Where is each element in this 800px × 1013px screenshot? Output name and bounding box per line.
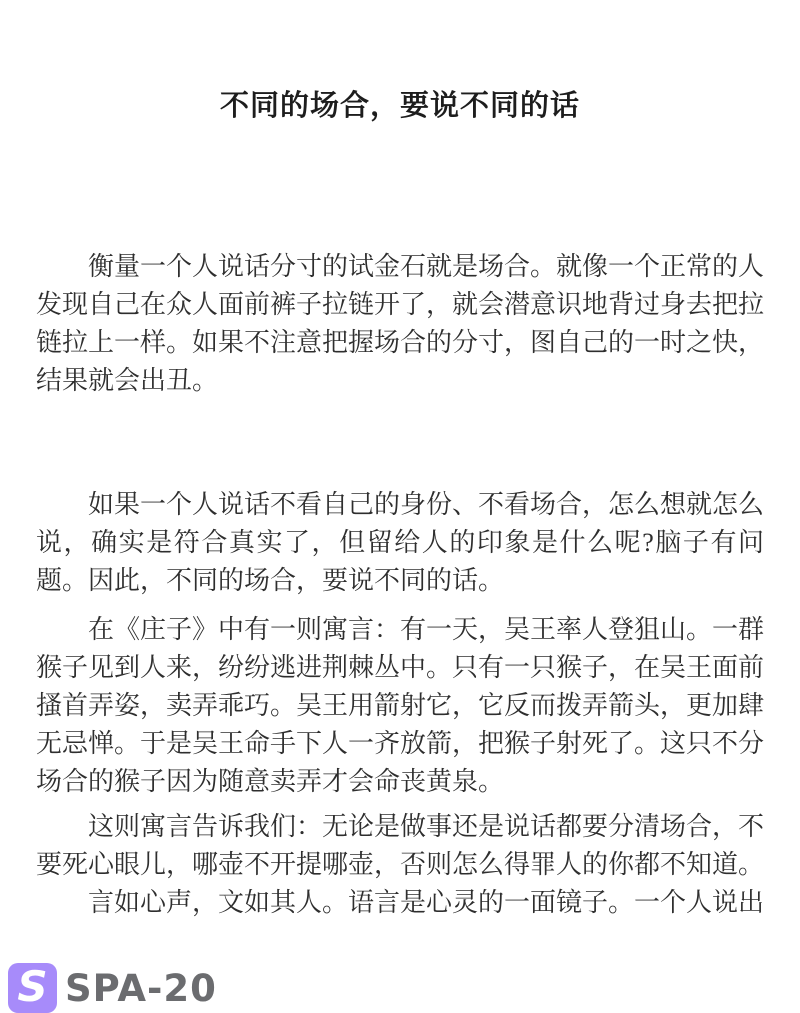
page-title: 不同的场合，要说不同的话 [219,90,580,122]
logo-s-icon: S [8,963,57,1013]
watermark-logo [8,963,217,1013]
paragraph: 如果一个人说话不看自己的身份、不看场合，怎么想就怎么说，确实是符合真实了，但留给人的印象是什么呢?脑子有问题。因此，不同的场合，要说不同的话。 [36,490,765,595]
body-text [0,248,800,922]
paragraph: 这则寓言告诉我们：无论是做事还是说话都要分清场合，不要死心眼儿，哪壶不开提哪壶，否则怎么得罪人的你都不知道。 [36,812,765,879]
paragraph: 在《庄子》中有一则寓言：有一天，吴王率人登狙山。一群猴子见到人来，纷纷逃进荆棘丛中。只有一只猴子，在吴王面前搔首弄姿，卖弄乖巧。吴王用箭射它，它反而拨弄箭头，更加肆无忌惮。于是吴王命手下人一齐放箭，把猴子射死了。这只不分场合的猴子因为随意卖弄才会命丧黄泉。 [36,615,765,796]
paragraph: 言如心声，文如其人。语言是心灵的一面镜子。一个人说出 [88,888,765,917]
watermark-label: SPA-20 [65,966,217,1010]
paragraph: 衡量一个人说话分寸的试金石就是场合。就像一个正常的人发现自己在众人面前裤子拉链开了，就会潜意识地背过身去把拉链拉上一样。如果不注意把握场合的分寸，图自己的一时之快，结果就会出丑。 [36,252,765,395]
